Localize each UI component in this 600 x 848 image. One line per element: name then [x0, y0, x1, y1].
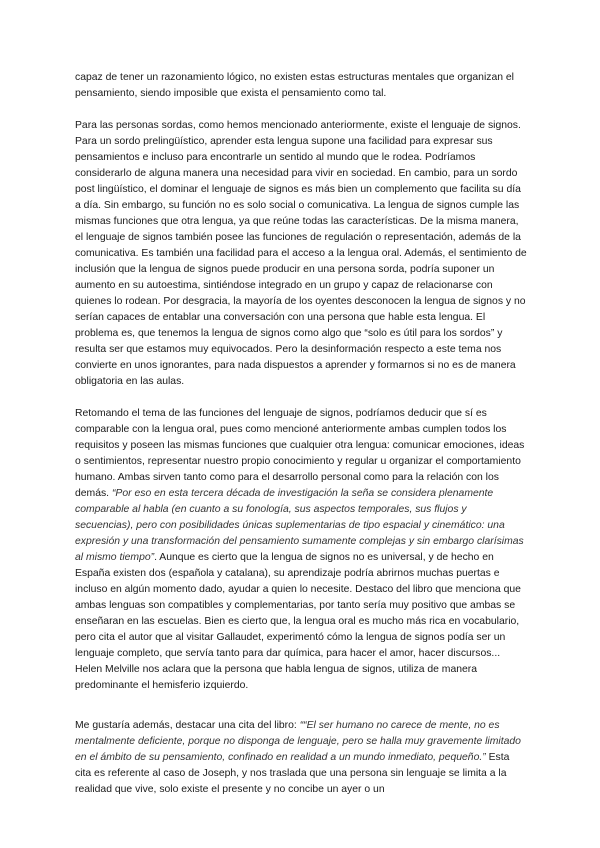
- document-page: [75, 70, 527, 798]
- paragraph-3-text-b: . Aunque es cierto que la lengua de signos no es universal, y de hecho en España existen dos (española y catalana), su aprendizaje podría abrirnos muchas puertas e incluso en algún momento dado, ayudar a quien lo necesite. Destaco del libro que menciona que ambas lenguas son compatibles y complementarias, por tanto sería muy positivo que ambas se enseñaran en las escuelas. Bien es cierto que, la lengua oral es mucho más rica en vocabulario, pero cita el autor que al visitar Gallaudet, experimentó cómo la lengua de signos podía ser un lenguaje completo, que servía tanto para dar química, para hacer el amor, hacer discursos... Helen Melville nos aclara que la persona que habla lengua de signos, utiliza de manera predominante el hemisferio izquierdo.: [75, 552, 521, 691]
- paragraph-4-text-b: Esta cita es referente al caso de Joseph, y nos traslada que una persona sin lenguaje se limita a la realidad que vive, solo existe el presente y no concibe un ayer o un: [75, 752, 510, 795]
- paragraph-1: [75, 70, 527, 102]
- paragraph-4: [75, 718, 527, 798]
- paragraph-4-quote: ““El ser humano no carece de mente, no es mentalmente deficiente, porque no disponga de lenguaje, pero se halla muy gravemente limitado en el ámbito de su pensamiento, confinado en realidad a un mundo inmediato, pequeño.”: [75, 720, 521, 763]
- paragraph-3-text-a: Retomando el tema de las funciones del lenguaje de signos, podríamos deducir que sí es comparable con la lengua oral, pues como mencioné anteriormente ambas cumplen todos los requisitos y poseen las mismas funciones que cualquier otra lengua: comunicar emociones, ideas o sentimientos, representar nuestro propio conocimiento y regular u organizar el comportamiento humano. Ambas sirven tanto como para el desarrollo personal como para la relación con los demás.: [75, 408, 525, 499]
- paragraph-3-quote: “Por eso en esta tercera década de investigación la seña se considera plenamente comparable al habla (en cuanto a su fonología, sus aspectos temporales, sus flujos y secuencias), pero con posibilidades únicas suplementarias de tipo espacial y cinemático: una expresión y una transformación del pensamiento sumamente complejas y sin embargo clarísimas al mismo tiempo”: [75, 488, 524, 563]
- paragraph-4-text-a: Me gustaría además, destacar una cita del libro:: [75, 720, 300, 731]
- paragraph-3: [75, 406, 527, 694]
- paragraph-1-text: capaz de tener un razonamiento lógico, no existen estas estructuras mentales que organizan el pensamiento, siendo imposible que exista el pensamiento como tal.: [75, 72, 514, 99]
- paragraph-2: [75, 118, 527, 390]
- paragraph-2-text: Para las personas sordas, como hemos mencionado anteriormente, existe el lenguaje de signos. Para un sordo prelingüístico, aprender esta lengua supone una facilidad para expresar sus pensamientos e incluso para encontrarle un sentido al mundo que le rodea. Podríamos considerarlo de alguna manera una necesidad para vivir en sociedad. En cambio, para un sordo post lingüístico, el dominar el lenguaje de signos es más bien un complemento que facilita su día a día. Sin embargo, su función no es solo social o comunicativa. La lengua de signos cumple las mismas funciones que otra lengua, ya que reúne todas las características. De la misma manera, el lenguaje de signos también posee las funciones de regulación o representación, además de la comunicativa. Es también una facilidad para el acceso a la lengua oral. Además, el sentimiento de inclusión que la lengua de signos puede producir en una persona sorda, podría suponer un aumento en su autoestima, sintiéndose integrado en un grupo y capaz de relacionarse con quienes lo rodean. Por desgracia, la mayoría de los oyentes desconocen la lengua de signos y no serían capaces de entablar una conversación con una persona que hable esta lengua. El problema es, que tenemos la lengua de signos como algo que “solo es útil para los sordos” y resulta ser que estamos muy equivocados. Pero la desinformación respecto a este tema nos convierte en unos ignorantes, para nada dispuestos a aprender y formarnos si no es de manera obligatoria en las aulas.: [75, 120, 527, 387]
